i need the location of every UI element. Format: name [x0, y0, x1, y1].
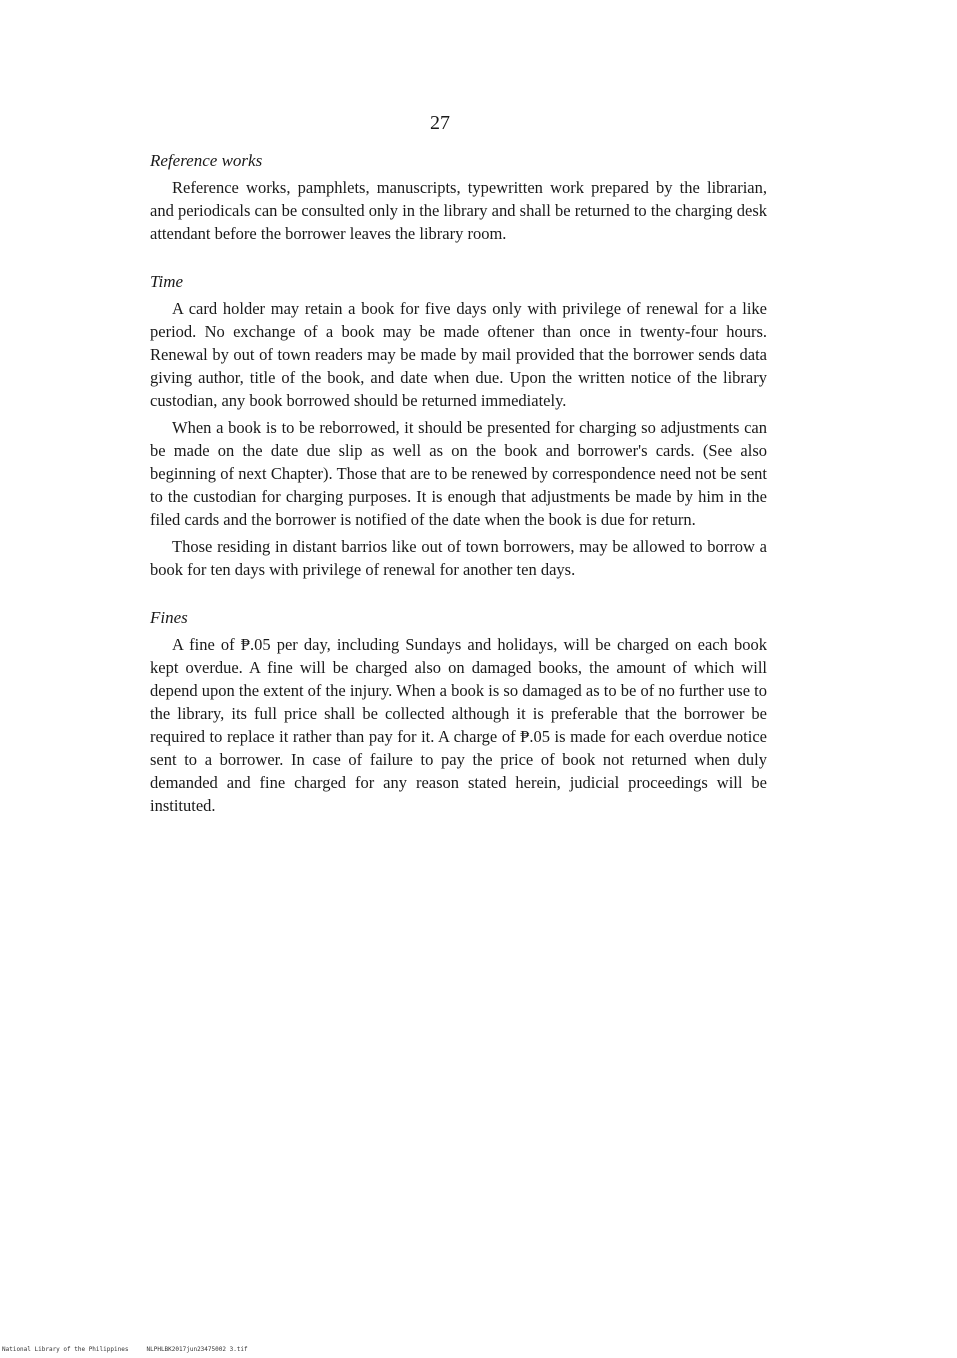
paragraph: A fine of ₱.05 per day, including Sundays and holidays, will be charged on each book kept overdue. A fine will be charged also on damaged books, the amount of which will depend upon the extent of the injury. When a book is so damaged as to be of no further use to the library, its full price shall be collected although it is preferable that the borrower be required to replace it rather than pay for it. A charge of ₱.05 is made for each overdue notice sent to a borrower. In case of failure to pay the price of book not returned when duly demanded and fine charged for any reason stated herein, judicial proceedings will be instituted.: [150, 635, 767, 815]
paragraph: When a book is to be reborrowed, it should be presented for charging so adjustments can be made on the date due slip as well as on the book and borrower's cards. (See also beginning of next Chapter). Those that are to be renewed by correspondence need not be sent to the custodian for charging purposes. It is enough that adjustments be made by him in the filed cards and the borrower is notified of the date when the book is due for return.: [150, 418, 767, 529]
section-reference-works: [150, 150, 767, 245]
section-heading: Time: [150, 272, 184, 291]
section-heading: Fines: [150, 608, 188, 627]
paragraph: A card holder may retain a book for five days only with privilege of renewal for a like period. No exchange of a book may be made oftener than once in twenty-four hours. Renewal by out of town readers may be made by mail provided that the borrower sends data giving author, title of the book, and date when due. Upon the written notice of the library custodian, any book borrowed should be returned immediately.: [150, 299, 767, 410]
paragraph: Those residing in distant barrios like out of town borrowers, may be allowed to borrow a book for ten days with privilege of renewal for another ten days.: [150, 537, 767, 579]
section-fines: [150, 607, 767, 817]
section-time: [150, 271, 767, 581]
scan-footer: National Library of the Philippines NLPHLBK2017jun23475002 3.tif: [2, 1346, 248, 1353]
page-number: 27: [430, 112, 450, 134]
page-content: [150, 150, 767, 843]
section-heading: Reference works: [150, 151, 263, 170]
paragraph: Reference works, pamphlets, manuscripts, typewritten work prepared by the librarian, and periodicals can be consulted only in the library and shall be returned to the charging desk attendant before the borrower leaves the library room.: [150, 178, 767, 243]
